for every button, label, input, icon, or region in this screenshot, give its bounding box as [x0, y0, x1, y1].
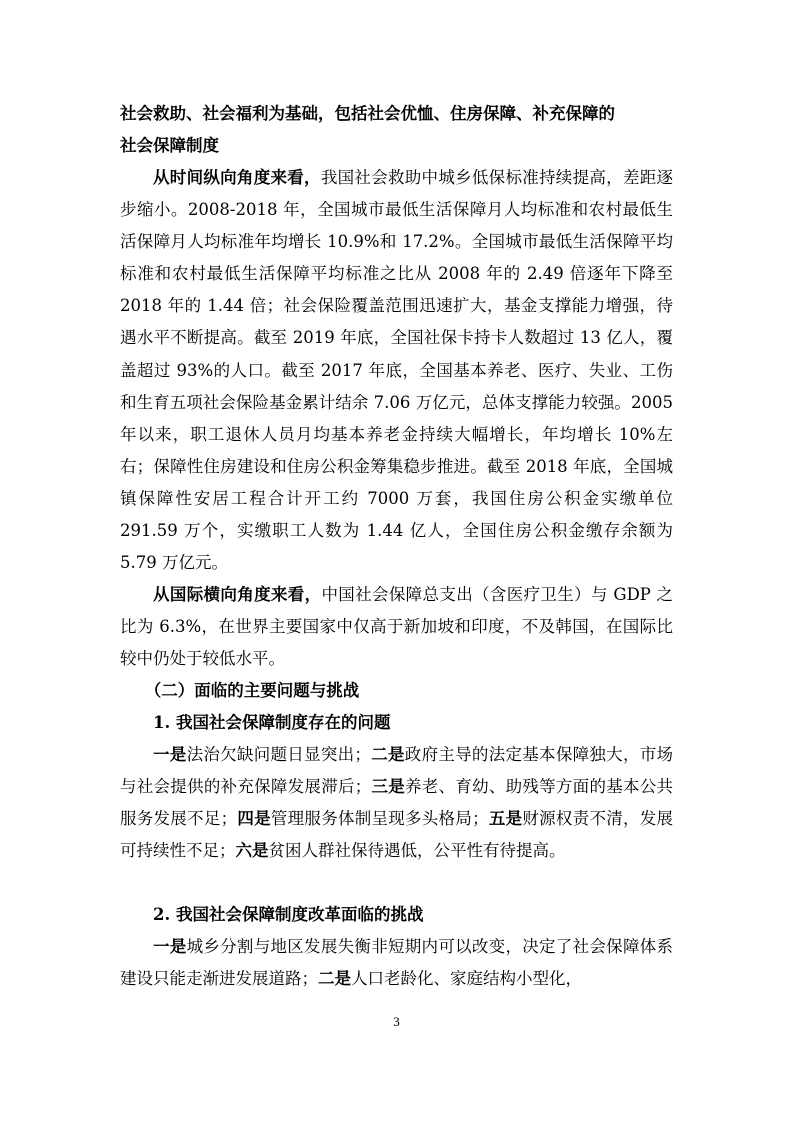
time-body: 我国社会救助中城乡低保标准持续提高，差距逐步缩小。2008-2018 年，全国城市最低生活保障月人均标准和农村最低生活保障月人均标准年均增长 10.9%和 17.2%。全国城市最低生活保障平均标准和农村最低生活保障平均标准之比从 2008 年的 2.49 倍逐年下降至 2018 年的 1.44 倍；社会保险覆盖范围迅速扩大，基金支撑能力增强，待遇水平不断提高。截至 2019 年底，全国社保卡持卡人数超过 13 亿人，覆盖超过 93%的人口。截至 2017 年底，全国基本养老、医疗、失业、工伤和生育五项社会保险基金累计结余 7.06 万亿元，总体支撑能力较强。2005 年以来，职工退休人员月均基本养老金持续大幅增长，年均增长 10%左右；保障性住房建设和住房公积金筹集稳步推进。截至 2018 年底，全国城镇保障性安居工程合计开工约 7000 万套，我国住房公积金实缴单位 291.59 万个，实缴职工人数为 1.44 亿人，全国住房公积金缴存余额为 5.79 万亿元。: [120, 168, 674, 573]
item-text: 财源权责不清，发展可持续性不足；: [120, 809, 673, 861]
subsection-2-block: [120, 899, 673, 995]
subsection-1-heading: 1. 我国社会保障制度存在的问题: [153, 713, 391, 732]
intl-body: 中国社会保障总支出（含医疗卫生）与 GDP 之比为 6.3%，在世界主要国家中仅高于新加坡和印度，不及韩国，在国际比较中仍处于较低水平。: [120, 585, 673, 669]
intl-lead: 从国际横向角度来看，: [153, 585, 322, 604]
intro-block: [120, 98, 673, 162]
subsection-1-block: [120, 707, 673, 867]
time-lead: 从时间纵向角度来看，: [153, 168, 321, 187]
item-lead: 五是: [488, 809, 523, 829]
item-lead: 一是: [153, 937, 187, 957]
paragraph-time-perspective: [120, 162, 673, 579]
subsection-2-paragraph: [120, 931, 673, 995]
section-2-heading: （二）面临的主要问题与挑战: [144, 681, 360, 700]
item-text: 贫困人群社保待遇低，公平性有待提高。: [268, 841, 566, 861]
intl-paragraph: [120, 579, 673, 675]
item-text: 管理服务体制呈现多头格局；: [270, 809, 489, 829]
item-text: 养老、育幼、助残等方面的基本公共服务发展不足；: [120, 777, 673, 829]
item-lead: 六是: [235, 841, 269, 861]
item-text: 人口老龄化、家庭结构小型化，: [351, 969, 582, 989]
section-2-heading-block: [120, 675, 673, 707]
item-text: 政府主导的法定基本保障独大，市场与社会提供的补充保障发展滞后；: [120, 745, 674, 797]
item-lead: 三是: [371, 777, 406, 797]
item-lead: 二是: [370, 745, 405, 765]
item-lead: 四是: [237, 809, 271, 829]
item-text: 城乡分割与地区发展失衡非短期内可以改变，决定了社会保障体系建设只能走渐进发展道路；: [120, 937, 674, 989]
intro-line-1: 社会救助、社会福利为基础，包括社会优恤、住房保障、补充保障的: [120, 104, 615, 123]
page-number: 3: [393, 1014, 400, 1029]
item-text: 法治欠缺问题日显突出；: [186, 745, 371, 765]
time-paragraph: [120, 162, 673, 579]
item-lead: 二是: [318, 969, 351, 989]
item-lead: 一是: [153, 745, 187, 765]
subsection-2-heading: 2. 我国社会保障制度改革面临的挑战: [153, 905, 424, 924]
intro-line-2: 社会保障制度: [120, 136, 219, 156]
paragraph-international-perspective: [120, 579, 673, 675]
subsection-1-paragraph: [120, 739, 673, 867]
